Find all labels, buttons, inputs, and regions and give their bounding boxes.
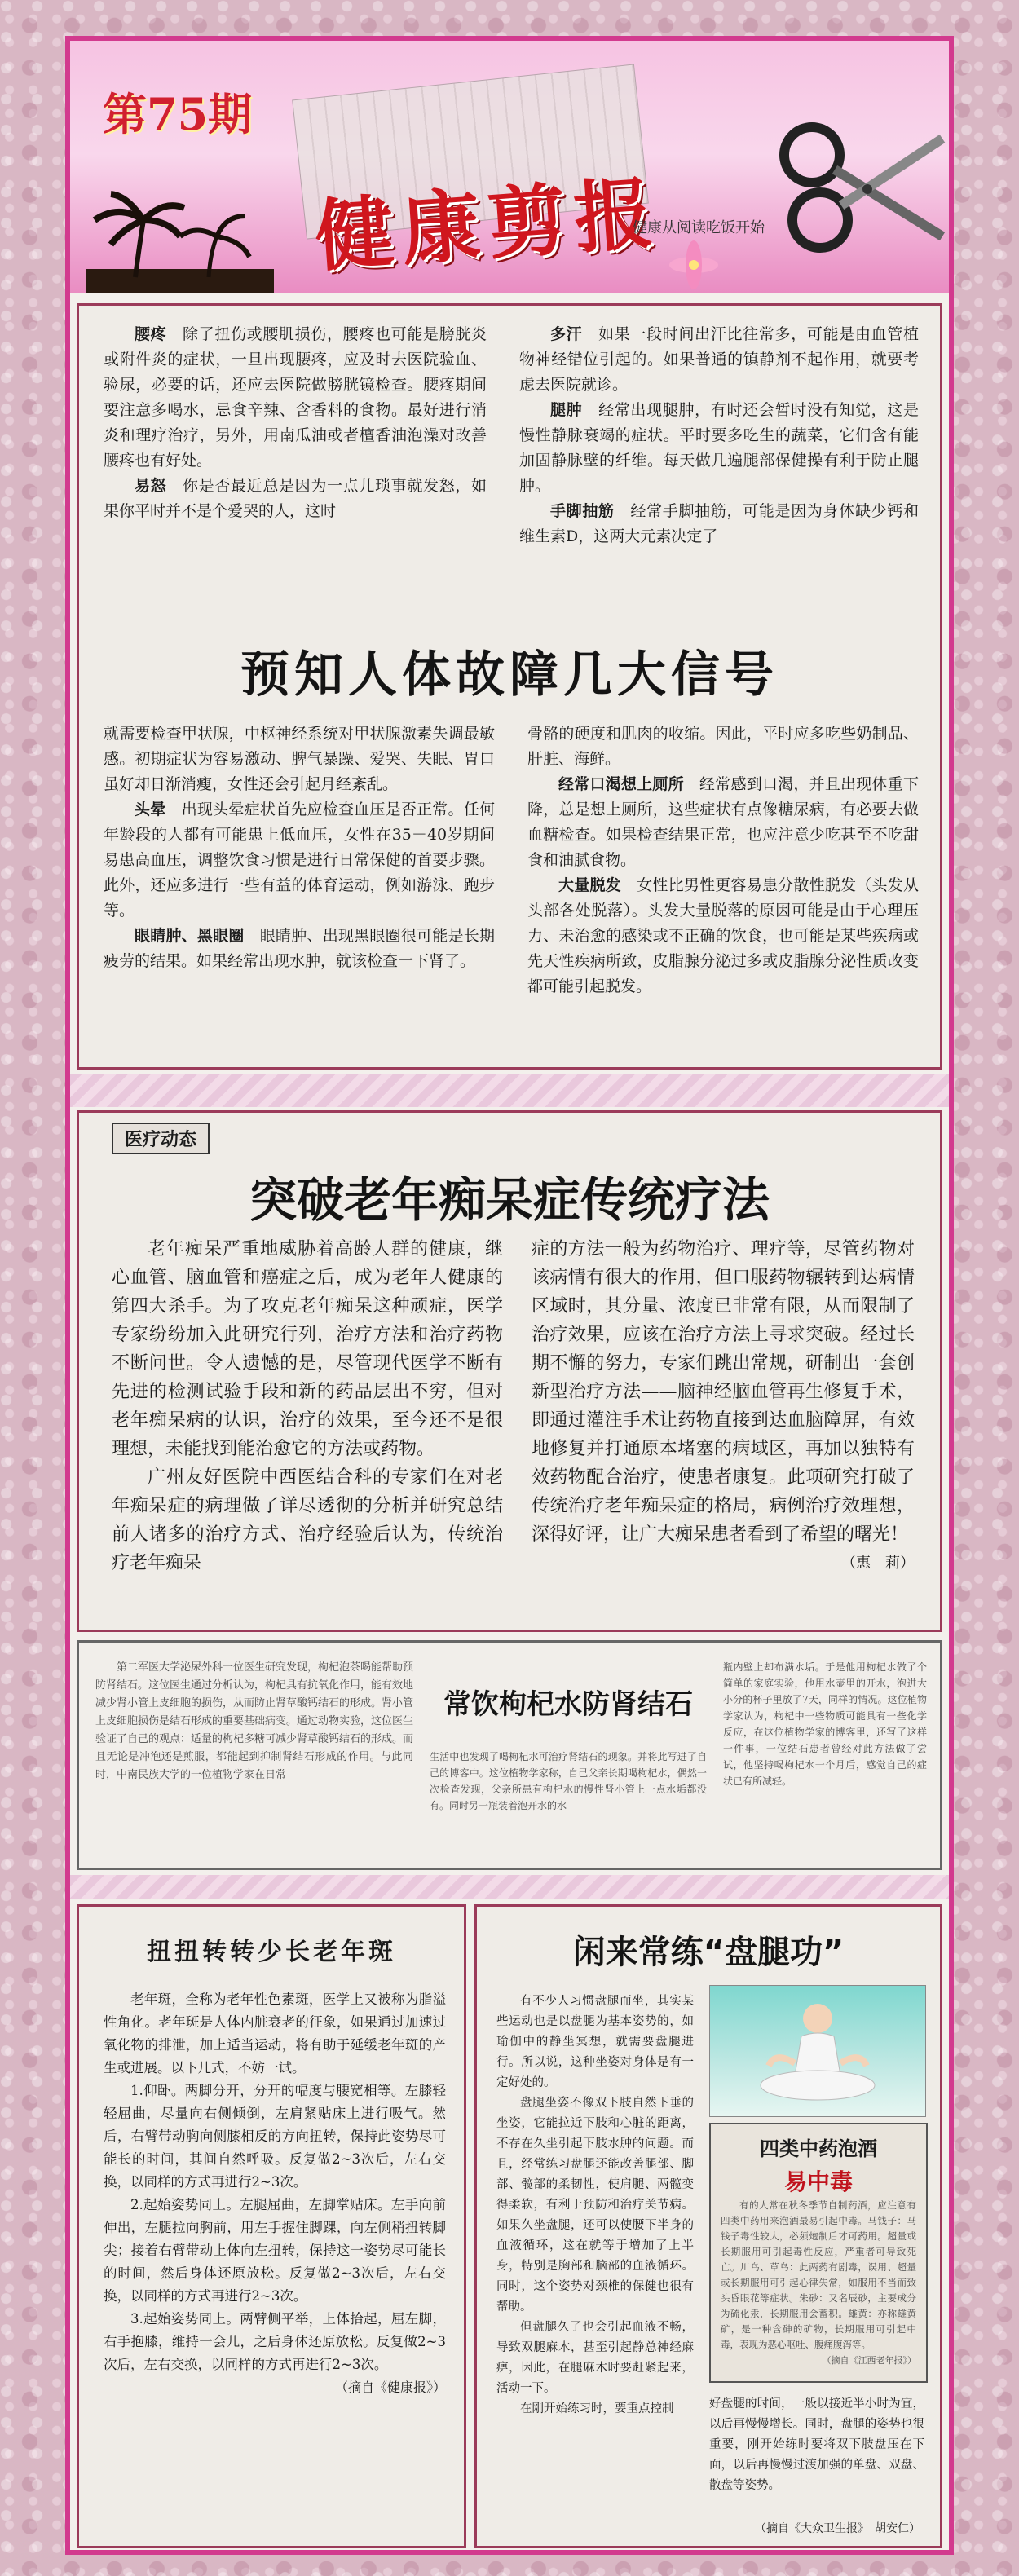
article2-left: [112, 1235, 503, 1577]
paragraph: 有不少人习惯盘腿而坐，其实某些运动也是以盘腿为基本姿势的，如瑜伽中的静坐冥想，就需要盘腿进行。所以说，这种坐姿对身体是有一定好处的。: [496, 1995, 694, 2089]
article1-title: 预知人体故障几大信号: [240, 646, 779, 704]
article2-credit: （惠 莉）: [841, 1555, 915, 1572]
meditation-illustration: [709, 1985, 926, 2117]
article2-right: [532, 1235, 915, 1577]
article1-top-right: [519, 322, 919, 549]
paragraph: 多汗 如果一段时间出汗比往常多，可能是由血管植物神经错位引起的。如果普通的镇静剂不起作用，就要考虑去医院就诊。: [519, 325, 919, 394]
paragraph: 老年斑，全称为老年性色素斑，医学上又被称为脂溢性角化。老年斑是人体内脏衰老的征象，如果通过加速过氧化物的排泄，加上适当运动，将有助于延缓老年斑的产生或进展。以下几式，不妨一试。: [104, 1992, 446, 2075]
article-age-spots: [77, 1904, 466, 2548]
article5-title: 闲来常练“盘腿功”: [572, 1934, 845, 1971]
inset-title: 四类中药泡酒: [760, 2137, 877, 2160]
article3-middle: [430, 1749, 707, 1814]
paragraph: 瓶内壁上却布满水垢。于是他用枸杞水做了个简单的家庭实验，他用水壶里的开水，泡进大小分的杯子里放了7天，同样的情况。这位植物学家认为，枸杞中一些物质可能具有一些化学反应，在这位植物学家的博客里，还写了这样一件事，一位结石患者曾经对此方法做了尝试，他坚持喝枸杞水一个月后，感觉自己的症状已有所减轻。: [723, 1661, 927, 1787]
article-alzheimers: [77, 1110, 942, 1632]
paragraph: 第二军医大学泌尿外科一位医生研究发现，枸杞泡茶喝能帮助预防肾结石。这位医生通过分析认为，枸杞具有抗氧化作用，能有效地减少肾小管上皮细胞的损伤，从而防止肾草酸钙结石的形成。肾小管上皮细胞损伤是结石形成的重要基础病变。通过动物实验，这位医生验证了自己的观点：适量的枸杞多糖可减少肾草酸钙结石的形成。而且无论是冲泡还是煎服，都能起到抑制肾结石形成的作用。与此同时，中南民族大学的一位植物学家在日常: [95, 1661, 414, 1781]
inset-subtitle: 易中毒: [783, 2168, 853, 2195]
masthead-subtitle: 健康从阅读吃饭开始: [633, 219, 765, 236]
meditating-woman-icon: [710, 1986, 925, 2116]
masthead-title: 健康剪报: [312, 166, 664, 283]
article4-credit: （摘自《健康报》）: [334, 2380, 446, 2395]
herbal-wine-inset: [709, 2123, 928, 2383]
paragraph: 3.起始姿势同上。两臂侧平举，上体拾起，屈左脚，右手抱膝，维持一会儿，之后身体还原放松。反复做2~3次后，左右交换，以同样的方式再进行2~3次。: [104, 2311, 446, 2372]
paragraph: 好盘腿的时间，一般以接近半小时为宜，以后再慢慢增长。同时，盘腿的姿势也很重要，刚开始练时要将双下肢盘压在下面，以后再慢慢过渡加强的单盘、双盘、散盘等姿势。: [709, 2397, 924, 2492]
article1-bottom-left: [104, 721, 495, 974]
paragraph: 腿肿 经常出现腿肿，有时还会暂时没有知觉，这是慢性静脉衰竭的症状。平时要多吃生的蔬菜，它们含有能加固静脉壁的纤维。每天做几遍腿部保健操有利于防止腿肿。: [519, 401, 919, 495]
paragraph: 有的人常在秋冬季节自制药酒，应注意有四类中药用来泡酒最易引起中毒。马钱子：马钱子毒性较大，必须炮制后才可药用。超量或长期服用可引起毒性反应，严重者可导致死亡。川乌、草乌：此两药有剧毒，误用、超量或长期服用可引起心律失常，如服用不当而致头昏眼花等症状。朱砂：又名辰砂，主要成分为硫化汞，长期服用会蓄积。雄黄：亦称雄黄矿，是一种含砷的矿物，长期服用可引起中毒，表现为恶心呕吐、腹痛腹泻等。: [721, 2199, 916, 2350]
paragraph: 眼睛肿、黑眼圈 眼睛肿、出现黑眼圈很可能是长期疲劳的结果。如果经常出现水肿，就该检查一下肾了。: [104, 927, 495, 970]
paragraph: 在刚开始练习时，要重点控制: [520, 2402, 674, 2415]
paragraph: 易怒 你是否最近总是因为一点儿琐事就发怒，如果你平时并不是个爱哭的人，这时: [104, 477, 487, 520]
article5-left: [496, 1992, 694, 2419]
paragraph: 骨骼的硬度和肌肉的收缩。因此，平时应多吃些奶制品、肝脏、海鲜。: [527, 725, 919, 768]
paragraph: 大量脱发 女性比男性更容易患分散性脱发（头发从头部各处脱落）。头发大量脱落的原因可能是由于心理压力、未治愈的感染或不正确的饮食，也可能是某些疾病或先天性疾病所致，皮脂腺分泌过多或皮脂腺分泌性质改变都可能引起脱发。: [527, 876, 919, 995]
paragraph: 就需要检查甲状腺，中枢神经系统对甲状腺激素失调最敏感。初期症状为容易激动、脾气暴躁、爱哭、失眠、胃口虽好却日渐消瘦，女性还会引起月经紊乱。: [104, 725, 495, 793]
paragraph: 但盘腿久了也会引起血液不畅，导致双腿麻木，甚至引起静总神经麻痹，因此，在腿麻木时要赶紧起来，活动一下。: [496, 2321, 694, 2395]
article3-left: [95, 1659, 413, 1784]
paragraph: 广州友好医院中西医结合科的专家们在对老年痴呆症的病理做了详尽透彻的分析并研究总结前人诸多的治疗方式、治疗经验后认为，传统治疗老年痴呆: [112, 1467, 503, 1573]
article-body-signals: [77, 303, 942, 1070]
article3-right: [723, 1659, 927, 1789]
paragraph: 盘腿坐姿不像双下肢自然下垂的坐姿，它能拉近下肢和心脏的距离，不存在久坐引起下肢水肿的问题。而且，经常练习盘腿还能改善腿部、脚部、髋部的柔韧性，使肩腿、两髋变得柔软，有利于预防和治疗关节病。如果久坐盘腿，还可以使腰下半身的血液循环，这在就等于增加了上半身，特别是胸部和脑部的血液循环。同时，这个姿势对颈椎的保健也很有帮助。: [496, 2097, 694, 2314]
issue-number: 第75期: [103, 88, 253, 140]
paragraph: 经常口渴想上厕所 经常感到口渴，并且出现体重下降，总是想上厕所，这些症状有点像糖尿病，有必要去做血糖检查。如果检查结果正常，也应注意少吃甚至不吃甜食和油腻食物。: [527, 775, 919, 869]
article-cross-legged: [474, 1904, 942, 2548]
article5-right: [709, 2394, 924, 2496]
section-tag: 医疗动态: [112, 1123, 210, 1154]
scissors-icon: [771, 114, 949, 261]
decorative-divider: [70, 1875, 949, 1899]
article1-bottom-right: [527, 721, 919, 999]
palm-tree-icon: [86, 187, 274, 293]
article1-top-left: [104, 322, 487, 524]
newspaper-page: [65, 36, 954, 2555]
inset-credit: （摘自《江西老年报》）: [822, 2355, 916, 2366]
article-goji-water: [77, 1640, 942, 1870]
article4-body: [104, 1988, 446, 2399]
paragraph: 头晕 出现头晕症状首先应检查血压是否正常。任何年龄段的人都有可能患上低血压，女性在35－40岁期间易患高血压，调整饮食习惯是进行日常保健的首要步骤。此外，还应多进行一些有益的体育运动，例如游泳、跑步等。: [104, 801, 495, 920]
paragraph: 老年痴呆严重地威胁着高龄人群的健康，继心血管、脑血管和癌症之后，成为老年人健康的第四大杀手。为了攻克老年痴呆这种顽症，医学专家纷纷加入此研究行列，治疗方法和治疗药物不断问世。令人遗憾的是，尽管现代医学不断有先进的检测试验手段和新的药品层出不穷，但对老年痴呆病的认识，治疗的效果，至今还不是很理想，未能找到能治愈它的方法或药物。: [112, 1239, 503, 1459]
article4-title: 扭扭转转少长老年斑: [147, 1938, 396, 1966]
paragraph: 症的方法一般为药物治疗、理疗等，尽管药物对该病情有很大的作用，但口服药物辗转到达病情区域时，其分量、浓度已非常有限，从而限制了治疗效果，应该在治疗方法上寻求突破。经过长期不懈的努力，专家们跳出常规，研制出一套创新型治疗方法——脑神经脑血管再生修复手术，即通过灌注手术让药物直接到达血脑障屏，有效地修复并打通原本堵塞的病域区，再加以独特有效药物配合治疗，使患者康复。此项研究打破了传统治疗老年痴呆症的格局，病例治疗效理想，深得好评，让广大痴呆患者看到了希望的曙光！: [532, 1239, 915, 1545]
article2-title: 突破老年痴呆症传统疗法: [249, 1172, 770, 1228]
inset-body: [721, 2198, 916, 2368]
paragraph: 1.仰卧。两脚分开，分开的幅度与腰宽相等。左膝轻轻屈曲，尽量向右侧倾倒，左肩紧贴床上进行吸气。然后，右臂带动胸向侧膝相反的方向扭转，保持此姿势尽可能长的时间，其间自然呼吸。反复做2~3次后，左右交换，以同样的方式再进行2~3次。: [104, 2083, 446, 2190]
masthead: [70, 41, 949, 293]
article3-title: 常饮枸杞水防肾结石: [443, 1688, 693, 1721]
paragraph: 2.起始姿势同上。左腿屈曲，左脚掌贴床。左手向前伸出，左腿拉向胸前，用左手握住脚踝，向左侧稍扭转脚尖；接着右臂带动上体向左扭转，保持这一姿势尽可能长的时间，然后身体还原放松。反复做2~3次后，左右交换，以同样的方式再进行2~3次。: [104, 2197, 446, 2304]
paragraph: 手脚抽筋 经常手脚抽筋，可能是因为身体缺少钙和维生素D，这两大元素决定了: [519, 502, 919, 545]
paragraph: 生活中也发现了喝枸杞水可治疗肾结石的现象。并将此写进了自己的博客中。这位植物学家称，自己父亲长期喝枸杞水，偶然一次检查发现，父亲所患有枸杞水的慢性肾小管上一点水垢都没有。同时另一瓶装着泡开水的水: [430, 1751, 707, 1811]
article5-credit: （摘自《大众卫生报》 胡安仁）: [755, 2522, 920, 2535]
decorative-divider: [70, 1074, 949, 1107]
paragraph: 腰疼 除了扭伤或腰肌损伤，腰疼也可能是膀胱炎或附件炎的症状，一旦出现腰疼，应及时去医院验血、验尿，必要的话，还应去医院做膀胱镜检查。腰疼期间要注意多喝水，忌食辛辣、含香料的食物。最好进行消炎和理疗治疗，另外，用南瓜油或者檀香油泡澡对改善腰疼也有好处。: [104, 325, 487, 470]
lily-flower-icon: [657, 236, 730, 293]
